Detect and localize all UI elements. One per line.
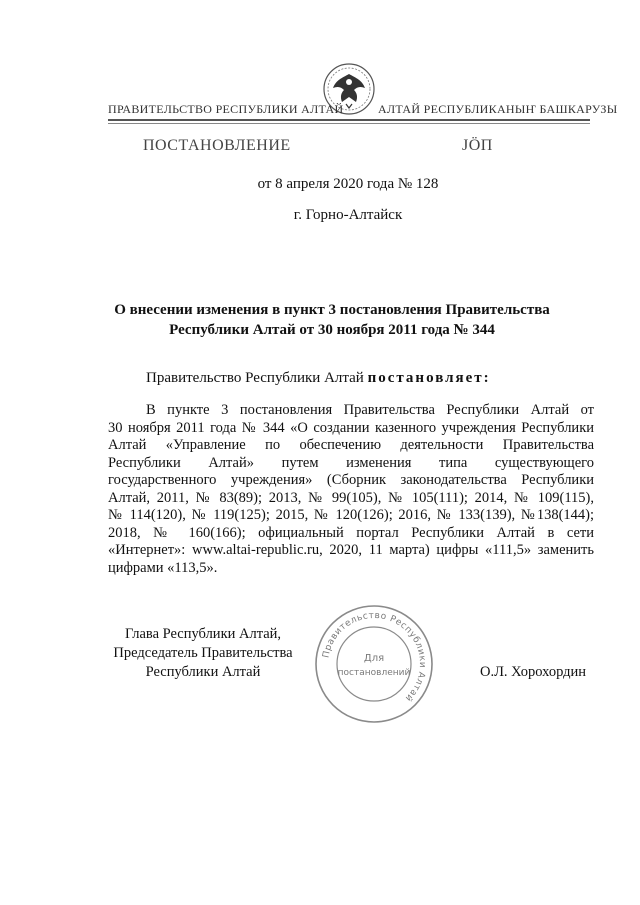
preamble-emphasis: постановляет: — [367, 370, 491, 386]
header-rule — [108, 119, 590, 121]
stamp-center-line-1: Для — [363, 653, 385, 664]
org-name-left: ПРАВИТЕЛЬСТВО РЕСПУБЛИКИ АЛТАЙ — [108, 102, 344, 116]
preamble — [146, 370, 491, 387]
doc-type-left: ПОСТАНОВЛЕНИЕ — [143, 137, 291, 154]
signatory-name: О.Л. Хорохордин — [480, 664, 587, 680]
stamp-outer-text: Правительство Республики Алтай — [321, 610, 428, 704]
date-number: от 8 апреля 2020 года № 128 — [257, 176, 439, 192]
body-line: Республики Алтай» путем изменения типа существующего — [108, 454, 594, 471]
signatory-position — [108, 625, 298, 682]
body-paragraph — [108, 402, 594, 577]
position-line-1: Глава Республики Алтай, — [124, 626, 282, 642]
body-line: Алтай «Управление по обеспечению деятельности Правительства — [108, 437, 594, 453]
header-rule-thin — [108, 123, 590, 124]
city: г. Горно-Алтайск — [293, 207, 403, 223]
title-line-1: О внесении изменения в пункт 3 постановления Правительства — [114, 302, 550, 318]
body-line: Алтай, 2011, № 83(89); 2013, № 99(105), № 105(111); 2014, № 109(115), — [108, 489, 594, 506]
body-line: № 114(120), № 119(125); 2015, № 120(126); 2016, № 133(139), №138(144); — [108, 507, 594, 523]
org-name-right: АЛТАЙ РЕСПУБЛИКАНЫҤ БАШКАРУЗЫ — [378, 102, 618, 116]
body-line: «Интернет»: www.altai-republic.ru, 2020, 11 марта) цифры «111,5» заменить — [108, 542, 594, 558]
body-line: 30 ноября 2011 года № 344 «О создании казенного учреждения Республики — [108, 419, 594, 436]
doc-type-right: ЈӦП — [462, 137, 493, 154]
body-line: государственного учреждения» (Сборник законодательства Республики — [108, 472, 594, 488]
body-line: 2018, № 160(166); официальный портал Республики Алтай в сети — [108, 524, 594, 541]
preamble-text: Правительство Республики Алтай — [146, 370, 368, 386]
stamp-center-line-2: постановлений — [337, 668, 411, 678]
official-stamp — [313, 603, 435, 725]
position-line-2: Председатель Правительства — [113, 645, 293, 661]
document-title — [12, 300, 640, 340]
position-line-3: Республики Алтай — [145, 664, 261, 680]
title-line-2: Республики Алтай от 30 ноября 2011 года № 344 — [169, 322, 495, 338]
body-line: цифрами «113,5». — [108, 559, 218, 576]
body-line: В пункте 3 постановления Правительства Республики Алтай от — [146, 402, 594, 418]
